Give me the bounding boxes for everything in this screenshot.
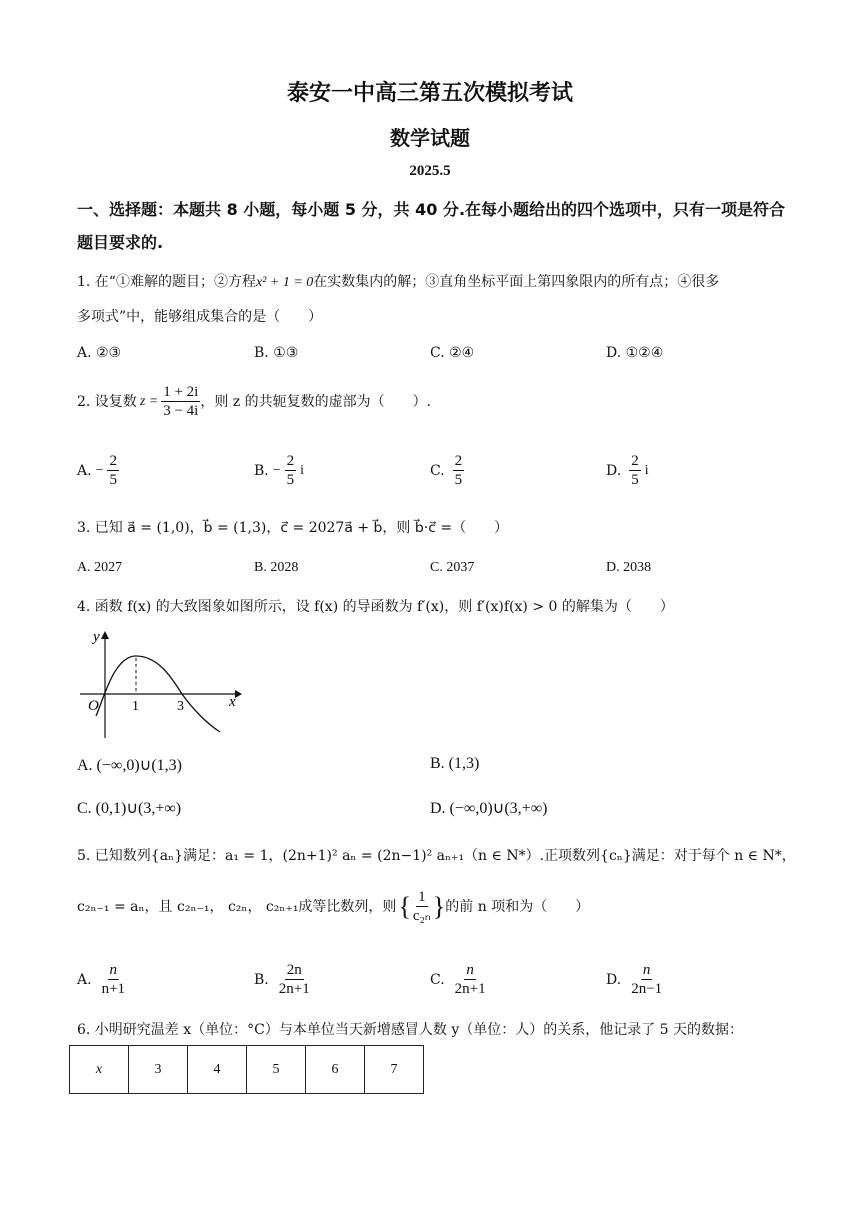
- option-den: 5: [454, 472, 463, 488]
- q2-option-a[interactable]: [77, 452, 123, 489]
- q1-option-b[interactable]: B. ①③: [254, 345, 299, 361]
- question-3: 3. 已知 a⃗ = (1,0)，b⃗ = (1,3)，c⃗ = 2027a⃗ + b⃗，则 b⃗·c⃗ =（ ）: [77, 520, 509, 536]
- x-axis-arrow-icon: [235, 690, 242, 698]
- option-label: A.: [77, 971, 92, 988]
- q1-equation: x² + 1 = 0: [255, 275, 314, 290]
- option-num: 2: [631, 453, 639, 469]
- q4-option-a[interactable]: A. (−∞,0)∪(1,3): [77, 757, 183, 774]
- q3-option-a[interactable]: A. 2027: [77, 560, 123, 575]
- q5-frac-num: 1: [418, 889, 426, 905]
- exam-title: 泰安一中高三第五次模拟考试: [286, 81, 573, 106]
- option-den: 2n+1: [278, 981, 310, 997]
- option-den: n+1: [101, 981, 126, 997]
- option-label: C.: [430, 971, 445, 988]
- table-cell: 3: [129, 1046, 188, 1094]
- q2-fraction: [161, 383, 200, 420]
- option-num: n: [109, 962, 118, 978]
- option-suffix: i: [300, 462, 305, 478]
- q5-line2-b: 的前 n 项和为（ ）: [445, 898, 590, 915]
- q2-option-d[interactable]: [606, 452, 649, 489]
- right-brace: }: [432, 891, 446, 921]
- q1-text-c: 多项式”中，能够组成集合的是（ ）: [77, 309, 323, 325]
- option-num: 2: [454, 453, 463, 469]
- option-num: 2: [109, 453, 117, 469]
- exam-date: 2025.5: [409, 163, 451, 179]
- tick-label-3: 3: [177, 699, 184, 714]
- exam-subject: 数学试题: [390, 126, 470, 150]
- question-6: 6. 小明研究温差 x（单位：°C）与本单位当天新增感冒人数 y（单位：人）的关系，他记录了 5 天的数据：: [77, 1022, 744, 1038]
- q4-option-c[interactable]: C. (0,1)∪(3,+∞): [77, 800, 182, 817]
- option-label: B.: [254, 462, 269, 479]
- q3-option-c[interactable]: C. 2037: [430, 560, 475, 575]
- q2-option-c[interactable]: [430, 452, 468, 489]
- option-label: D.: [606, 462, 622, 479]
- option-sign: −: [272, 462, 281, 478]
- q2-option-b[interactable]: [254, 452, 304, 489]
- table-row: [70, 1046, 424, 1094]
- question-2: [77, 383, 797, 420]
- q1-option-c[interactable]: C. ②④: [430, 345, 475, 361]
- option-den: 2n+1: [454, 981, 486, 997]
- table-cell: 7: [365, 1046, 424, 1094]
- question-5-line-2: [77, 888, 797, 925]
- option-den: 5: [109, 472, 117, 488]
- option-den: 5: [286, 472, 295, 488]
- tick-label-1: 1: [132, 699, 139, 714]
- q5-option-c[interactable]: [430, 961, 488, 998]
- x-axis-label: x: [229, 694, 236, 710]
- option-den: 2n−1: [631, 981, 663, 997]
- option-sign: −: [95, 462, 104, 478]
- q4-option-b[interactable]: B. (1,3): [430, 755, 480, 772]
- left-brace: {: [398, 891, 411, 921]
- q1-option-d[interactable]: D. ①②④: [606, 345, 664, 361]
- option-label: A.: [77, 462, 92, 479]
- option-den: 5: [631, 472, 639, 488]
- q1-text-a: 1. 在“①难解的题目；②方程: [77, 274, 256, 290]
- option-suffix: i: [644, 462, 649, 478]
- q2-denominator: 3 − 4i: [163, 403, 199, 419]
- q1-text-b: 在实数集内的解；③直角坐标平面上第四象限内的所有点；④很多: [313, 274, 720, 290]
- q5-frac-den: c₂ₙ: [412, 908, 431, 924]
- option-label: C.: [430, 462, 445, 479]
- option-num: 2n: [286, 962, 302, 978]
- option-label: B.: [254, 971, 269, 988]
- q1-option-a[interactable]: A. ②③: [77, 345, 122, 361]
- y-axis-label: y: [93, 629, 100, 645]
- option-num: 2: [286, 453, 295, 469]
- q3-option-d[interactable]: D. 2038: [606, 560, 652, 575]
- section-heading: 一、选择题：本题共 8 小题，每小题 5 分，共 40 分.在每小题给出的四个选项中，只有一项是符合题目要求的.: [77, 200, 786, 252]
- q2-numerator: 1 + 2i: [163, 384, 199, 400]
- question-4: 4. 函数 f(x) 的大致图象如图所示，设 f(x) 的导函数为 f′(x)，则 f′(x)f(x) > 0 的解集为（ ）: [77, 599, 674, 615]
- question-1: [77, 272, 797, 293]
- y-axis-arrow-icon: [101, 631, 109, 639]
- q5-line2-a: c₂ₙ₋₁ = aₙ，且 c₂ₙ₋₁， c₂ₙ， c₂ₙ₊₁成等比数列，则: [77, 898, 397, 915]
- q2-text-a: 2. 设复数: [77, 393, 137, 410]
- q5-option-d[interactable]: [606, 961, 664, 998]
- q2-text-b: ，则 z 的共轭复数的虚部为（ ）.: [200, 393, 432, 410]
- table-cell: 4: [188, 1046, 247, 1094]
- q5-option-a[interactable]: [77, 961, 127, 998]
- q4-option-d[interactable]: D. (−∞,0)∪(3,+∞): [430, 800, 548, 817]
- option-num: n: [466, 962, 474, 978]
- table-cell-header: x: [70, 1046, 129, 1094]
- table-cell: 5: [247, 1046, 306, 1094]
- question-5-line-1: 5. 已知数列{aₙ}满足：a₁ = 1，(2n+1)² aₙ = (2n−1)² aₙ₊₁（n ∈ N*）.正项数列{cₙ}满足：对于每个 n ∈ N*，: [77, 848, 796, 864]
- option-num: n: [642, 962, 651, 978]
- q4-function-graph: [72, 628, 242, 740]
- q3-option-b[interactable]: B. 2028: [254, 560, 299, 575]
- option-label: D.: [606, 971, 622, 988]
- q2-z: z =: [139, 393, 159, 409]
- q6-data-table: [69, 1045, 424, 1094]
- q5-option-b[interactable]: [254, 961, 312, 998]
- table-cell: 6: [306, 1046, 365, 1094]
- origin-label: O: [88, 698, 99, 714]
